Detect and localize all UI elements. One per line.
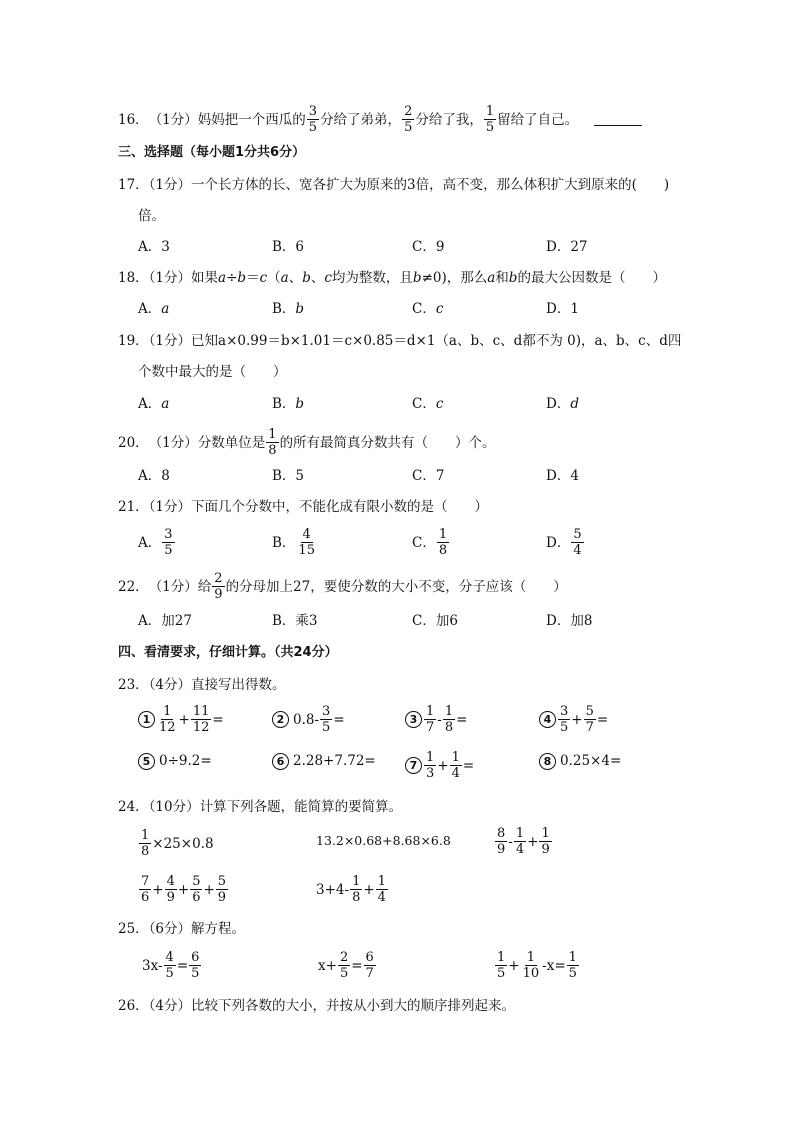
option-letter: D． [546, 534, 571, 551]
question-number: 17． [118, 177, 149, 193]
option-c[interactable]: C．9 [412, 239, 445, 255]
fraction: $\frac{1}{10}$ [522, 950, 540, 981]
plus-sign: + [527, 833, 539, 850]
expression-text: 3+4- [316, 881, 350, 898]
equals-sign: = [456, 711, 468, 728]
question-score: （1分） [148, 499, 192, 515]
fraction: $\frac{2}{9}$ [214, 571, 223, 602]
question-20 [118, 427, 496, 458]
option-d[interactable]: D．27 [546, 239, 588, 255]
option-value: c [435, 301, 444, 317]
plus-sign: + [203, 881, 215, 898]
fraction: $\frac{1}{5}$ [497, 950, 506, 981]
plus-sign: + [177, 881, 190, 898]
option-value: 1 [570, 301, 579, 317]
option-letter: A． [138, 301, 162, 317]
fraction: $\frac{1}{7}$ [426, 704, 435, 735]
question-text: 的所有最简真分数共有（ ）个。 [279, 434, 496, 451]
question-number: 26． [118, 998, 149, 1014]
option-value: c [435, 396, 444, 412]
problem-24-5 [316, 874, 389, 905]
fraction: $\frac{5}{6}$ [192, 874, 201, 905]
option-c[interactable]: C．加6 [412, 613, 458, 629]
var-b: b [237, 270, 247, 286]
expression-text: ×25×0.8 [152, 835, 214, 852]
expression-text: -x= [542, 957, 566, 974]
fraction: $\frac{1}{8}$ [141, 828, 150, 859]
option-letter: A． [138, 534, 162, 551]
option-b[interactable]: B．5 [272, 468, 305, 484]
question-number: 21． [118, 499, 149, 515]
equals-sign: = [212, 711, 224, 728]
question-number: 16． [118, 111, 149, 128]
calc-item-4 [539, 704, 608, 735]
equals-sign: = [333, 711, 345, 728]
fraction: $\frac{4}{9}$ [166, 874, 175, 905]
fraction: $\frac{6}{7}$ [365, 950, 374, 981]
minus-sign: - [508, 833, 513, 850]
question-text: 一个长方体的长、宽各扩大为原来的3倍，高不变，那么体积扩大到原来的( ) [191, 177, 670, 193]
circled-number: 4 [539, 711, 556, 728]
question-22 [118, 571, 567, 602]
option-a[interactable]: A．加27 [138, 613, 192, 629]
question-score: （1分） [148, 177, 192, 193]
question-score: （4分） [148, 677, 192, 693]
option-d[interactable]: D．4 [546, 468, 579, 484]
fraction: $\frac{1}{8}$ [268, 427, 277, 458]
plus-sign: + [152, 881, 164, 898]
fraction: $\frac{1}{8}$ [352, 874, 361, 905]
question-score: （1分） [148, 270, 192, 286]
var-a: a [218, 270, 227, 286]
expression-text: 2.28+7.72= [293, 753, 376, 769]
option-value: b [295, 396, 305, 412]
equation-3 [494, 950, 580, 981]
fraction: $\frac{1}{12}$ [159, 704, 176, 735]
option-a[interactable] [138, 395, 169, 413]
question-text: 的最大公因数是（ ） [517, 270, 666, 286]
question-number: 25． [118, 921, 149, 937]
option-letter: B． [272, 396, 296, 412]
question-expression: a×0.99＝b×1.01＝c×0.85＝d×1（a、b、c、d都不为 0)，a、b、c、d四 [218, 333, 682, 349]
question-text: （ [267, 270, 281, 286]
equation-2 [318, 950, 377, 981]
expression-text: 0÷9.2= [159, 753, 212, 769]
equals-sign: = [176, 957, 189, 974]
option-a[interactable] [138, 527, 176, 558]
question-26 [118, 997, 515, 1015]
question-text: 如果 [191, 270, 219, 286]
plus-sign: + [178, 711, 190, 728]
fraction: $\frac{5}{4}$ [573, 527, 582, 558]
question-text: 计算下列各题，能简算的要简算。 [199, 799, 403, 815]
circled-number: 1 [138, 711, 155, 728]
option-value: a [161, 396, 170, 412]
expression-text: 0.25×4= [560, 753, 622, 769]
option-c[interactable]: C．7 [412, 468, 445, 484]
question-19-cont: 个数中最大的是（ ） [138, 364, 287, 380]
fraction: $\frac{8}{9}$ [497, 826, 506, 857]
expression-text: 3x- [142, 957, 163, 974]
option-letter: C． [412, 534, 436, 551]
question-text: 给 [197, 578, 212, 595]
fraction: $\frac{3}{5}$ [308, 104, 318, 135]
equation-1 [142, 950, 202, 981]
option-c[interactable] [412, 527, 450, 558]
fraction: $\frac{1}{4}$ [515, 826, 525, 857]
problem-24-3 [494, 826, 553, 857]
fraction: $\frac{1}{4}$ [377, 874, 386, 905]
expression-text: 0.8- [293, 711, 320, 728]
question-number: 19． [118, 333, 149, 349]
option-d[interactable] [546, 395, 579, 413]
question-17-cont: 倍。 [138, 208, 165, 224]
option-b[interactable] [272, 300, 304, 318]
question-text: 妈妈把一个西瓜的 [197, 111, 306, 128]
option-letter: B． [272, 301, 296, 317]
option-b[interactable]: B．乘3 [272, 613, 318, 629]
option-letter: D． [546, 396, 571, 412]
circled-number: 2 [272, 711, 289, 728]
fraction: $\frac{5}{9}$ [217, 874, 227, 905]
option-a[interactable]: A．3 [138, 239, 170, 255]
calc-item-2 [272, 704, 345, 735]
question-number: 18． [118, 270, 149, 286]
calc-item-5 [138, 752, 212, 770]
var-b: b [412, 270, 422, 286]
option-value: b [295, 301, 305, 317]
calc-item-7 [405, 750, 474, 781]
question-number: 22． [118, 578, 149, 595]
question-score: （6分） [148, 921, 192, 937]
var-a: a [280, 270, 289, 286]
option-value: a [161, 301, 170, 317]
question-number: 20． [118, 434, 149, 451]
option-c[interactable] [412, 395, 443, 413]
fraction: $\frac{4}{15}$ [298, 527, 315, 558]
eq-sign: ＝ [246, 270, 260, 286]
option-b[interactable] [272, 395, 304, 413]
option-letter: A． [138, 396, 162, 412]
fraction: $\frac{5}{7}$ [585, 704, 594, 735]
problem-24-1 [138, 828, 214, 859]
fraction: $\frac{11}{12}$ [192, 704, 210, 735]
circled-number: 8 [539, 753, 556, 770]
question-25 [118, 920, 245, 938]
problem-24-2: 13.2×0.68+8.68×6.8 [316, 833, 451, 848]
question-24 [118, 798, 402, 816]
question-score: （1分） [148, 333, 192, 349]
option-letter: C． [412, 301, 436, 317]
var-a: a [487, 270, 496, 286]
equals-sign: = [462, 757, 475, 774]
calc-item-1 [138, 704, 224, 735]
circled-number: 3 [405, 711, 422, 728]
equals-sign: = [351, 957, 363, 974]
question-text: 、 [310, 270, 325, 286]
option-letter: D． [546, 301, 571, 317]
question-23 [118, 676, 286, 694]
question-score: （1分） [148, 578, 198, 595]
option-d[interactable]: D．加8 [546, 613, 593, 629]
question-score: （4分） [148, 998, 192, 1014]
question-text: ≠0)，那么 [421, 270, 488, 286]
section-3-heading: 三、选择题（每小题1分共6分） [118, 145, 306, 160]
fraction: $\frac{3}{5}$ [164, 527, 173, 558]
option-d[interactable] [546, 527, 585, 558]
option-a[interactable] [138, 300, 169, 318]
question-score: （1分） [148, 111, 198, 128]
fraction: $\frac{2}{5}$ [339, 950, 349, 981]
var-b: b [302, 270, 311, 286]
question-18 [118, 269, 666, 287]
fraction: $\frac{1}{9}$ [541, 826, 550, 857]
question-number: 23． [118, 677, 149, 693]
option-letter: B． [272, 534, 296, 551]
fraction: $\frac{3}{5}$ [560, 704, 569, 735]
fraction: $\frac{1}{5}$ [568, 950, 577, 981]
fraction: $\frac{1}{8}$ [438, 527, 448, 558]
var-b: b [508, 270, 518, 286]
var-c: c [324, 270, 332, 286]
question-text: 、 [288, 270, 303, 286]
question-19 [118, 332, 681, 350]
question-text: 均为整数，且 [331, 270, 413, 286]
minus-sign: - [437, 711, 442, 728]
equals-sign: = [596, 711, 609, 728]
var-c: c [259, 270, 268, 286]
fraction: $\frac{1}{4}$ [451, 750, 460, 781]
circled-number: 5 [138, 753, 155, 770]
circled-number: 6 [272, 753, 289, 770]
fraction: $\frac{1}{8}$ [444, 704, 454, 735]
section-4-heading: 四、看清要求，仔细计算。（共24分） [118, 645, 338, 660]
question-text: 分数单位是 [197, 434, 266, 451]
question-text: 比较下列各数的大小，并按从小到大的顺序排列起来。 [191, 998, 516, 1014]
plus-sign: + [571, 711, 583, 728]
plus-sign: + [508, 957, 520, 974]
question-number: 24． [118, 799, 149, 815]
fraction: $\frac{2}{5}$ [404, 104, 413, 135]
problem-24-4 [138, 874, 229, 905]
fraction: $\frac{1}{5}$ [485, 104, 495, 135]
plus-sign: + [363, 881, 375, 898]
answer-blank[interactable] [594, 113, 642, 126]
question-text: 解方程。 [191, 921, 246, 937]
question-text: 的分母加上27，要使分数的大小不变，分子应该（ ） [225, 578, 567, 595]
question-17 [118, 176, 669, 194]
calc-item-6 [272, 752, 376, 770]
div-sign: ÷ [226, 270, 238, 286]
option-d[interactable] [546, 300, 579, 318]
option-b[interactable] [272, 527, 318, 558]
circled-number: 7 [405, 757, 422, 774]
question-text: 分给了弟弟， [320, 111, 402, 128]
question-text: 直接写出得数。 [191, 677, 286, 693]
expression-text: x+ [318, 957, 337, 974]
option-b[interactable]: B．6 [272, 239, 305, 255]
question-text: 和 [495, 270, 509, 286]
fraction: $\frac{7}{6}$ [141, 874, 150, 905]
question-score: （10分） [148, 799, 200, 815]
question-text: 已知 [191, 333, 219, 349]
question-text: 留给了自己。 [497, 111, 579, 128]
question-text: 分给了我， [415, 111, 483, 128]
option-letter: C． [412, 396, 436, 412]
question-score: （1分） [148, 434, 198, 451]
fraction: $\frac{1}{3}$ [426, 750, 435, 781]
fraction: $\frac{6}{5}$ [191, 950, 200, 981]
fraction: $\frac{3}{5}$ [322, 704, 331, 735]
plus-sign: + [437, 757, 449, 774]
calc-item-3 [405, 704, 467, 735]
question-21 [118, 498, 488, 516]
calc-item-8 [539, 752, 621, 770]
question-16 [118, 104, 642, 135]
fraction: $\frac{4}{5}$ [165, 950, 174, 981]
question-text: 下面几个分数中，不能化成有限小数的是（ ） [191, 499, 489, 515]
option-a[interactable]: A．8 [138, 468, 170, 484]
option-value: d [570, 396, 579, 412]
option-c[interactable] [412, 300, 443, 318]
